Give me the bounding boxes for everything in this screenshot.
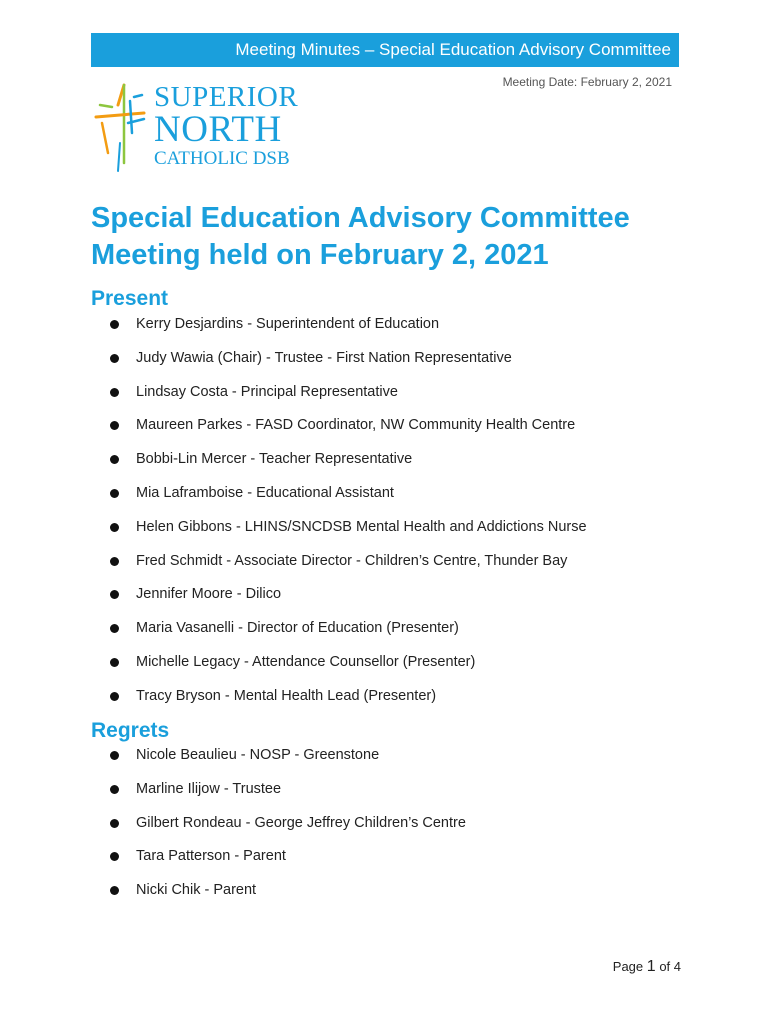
present-list [110, 314, 587, 720]
list-item: Fred Schmidt - Associate Director - Children’s Centre, Thunder Bay [110, 551, 587, 585]
list-item: Tara Patterson - Parent [110, 846, 466, 880]
list-item: Judy Wawia (Chair) - Trustee - First Nation Representative [110, 348, 587, 382]
meeting-date: Meeting Date: February 2, 2021 [502, 75, 672, 89]
list-item: Maria Vasanelli - Director of Education (Presenter) [110, 618, 587, 652]
list-item: Helen Gibbons - LHINS/SNCDSB Mental Health and Addictions Nurse [110, 517, 587, 551]
list-item: Jennifer Moore - Dilico [110, 584, 587, 618]
present-heading: Present [91, 287, 169, 310]
page-prefix: Page [612, 959, 644, 974]
header-banner [91, 33, 679, 67]
logo-wordmark [154, 83, 298, 168]
logo-line-superior: SUPERIOR [154, 81, 299, 113]
page-total: of 4 [659, 959, 681, 974]
list-item: Maureen Parkes - FASD Coordinator, NW Community Health Centre [110, 415, 587, 449]
regrets-list [110, 745, 466, 914]
header-banner-text: Meeting Minutes – Special Education Advisory Committee [235, 40, 671, 59]
list-item: Lindsay Costa - Principal Representative [110, 382, 587, 416]
list-item: Nicki Chik - Parent [110, 880, 466, 914]
document-title: Special Education Advisory Committee Meeting held on February 2, 2021 [91, 202, 630, 271]
logo-line-north: NORTH [154, 109, 282, 150]
list-item: Gilbert Rondeau - George Jeffrey Children’s Centre [110, 813, 466, 847]
list-item: Bobbi-Lin Mercer - Teacher Representative [110, 449, 587, 483]
list-item: Tracy Bryson - Mental Health Lead (Presenter) [110, 686, 587, 720]
list-item: Kerry Desjardins - Superintendent of Education [110, 314, 587, 348]
regrets-heading: Regrets [91, 719, 170, 742]
cross-logo-icon [94, 83, 148, 175]
list-item: Michelle Legacy - Attendance Counsellor (Presenter) [110, 652, 587, 686]
list-item: Marline Ilijow - Trustee [110, 779, 466, 813]
organization-logo [94, 81, 299, 175]
page-number [613, 958, 681, 976]
list-item: Mia Laframboise - Educational Assistant [110, 483, 587, 517]
logo-line-catholic-dsb: CATHOLIC DSB [154, 148, 290, 169]
page-current: 1 [646, 958, 656, 975]
list-item: Nicole Beaulieu - NOSP - Greenstone [110, 745, 466, 779]
